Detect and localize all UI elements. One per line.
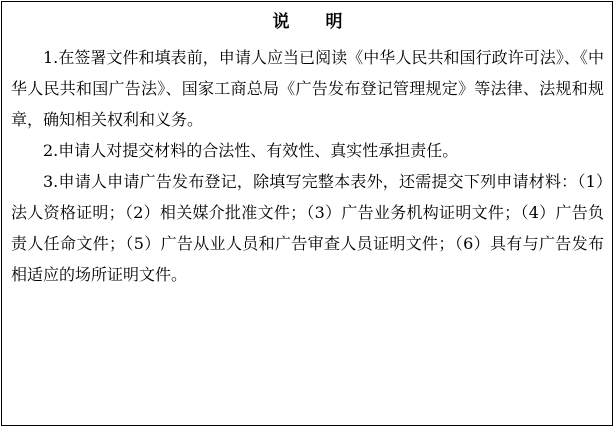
document-title: 说明 — [272, 12, 379, 32]
notice-box — [1, 1, 613, 426]
paragraph-3: 3.申请人申请广告发布登记，除填写完整本表外，还需提交下列申请材料：（1）法人资格证明；（2）相关媒介批准文件；（3）广告业务机构证明文件；（4）广告负责人任命文件；（5）广告从业人员和广告审查人员证明文件；（6）具有与广告发布相适应的场所证明文件。 — [11, 172, 604, 284]
paragraph-1: 1.在签署文件和填表前，申请人应当已阅读《中华人民共和国行政许可法》、《中华人民共和国广告法》、国家工商总局《广告发布登记管理规定》等法律、法规和规章，确知相关权利和义务。 — [11, 48, 604, 129]
paragraph-2: 2.申请人对提交材料的合法性、有效性、真实性承担责任。 — [43, 141, 459, 160]
